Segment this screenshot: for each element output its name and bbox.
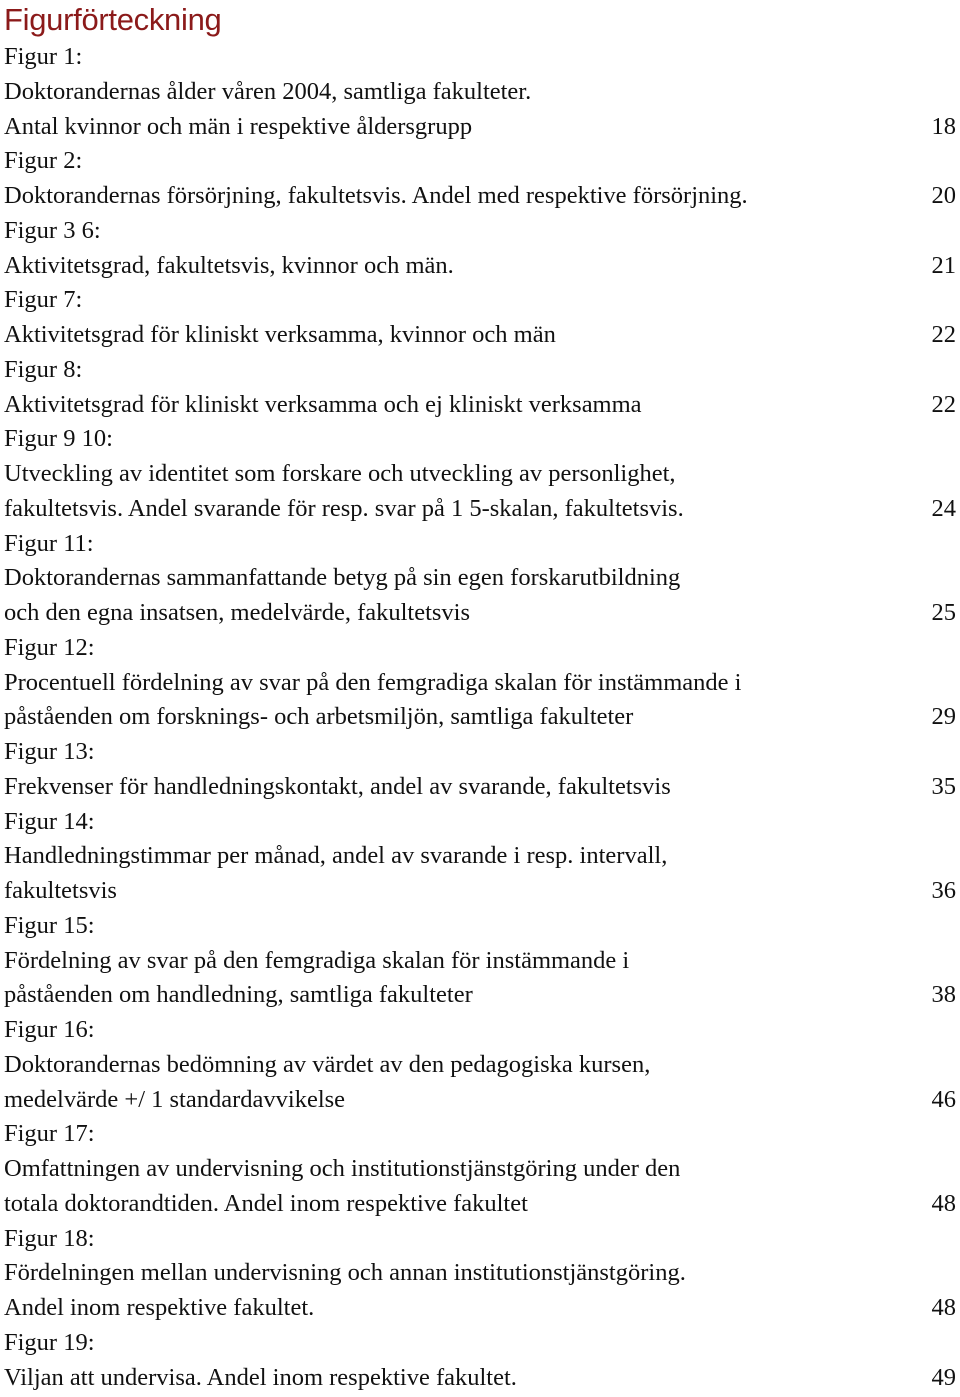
figure-caption-text: Antal kvinnor och män i respektive åldersgrupp	[4, 112, 473, 140]
figure-caption-text: Doktorandernas ålder våren 2004, samtliga fakulteter.	[4, 77, 532, 105]
figure-caption-line	[4, 75, 956, 110]
figure-caption-line	[4, 874, 956, 909]
figure-entry	[4, 144, 956, 214]
figure-label: Figur 19:	[4, 1328, 95, 1356]
figure-caption-line	[4, 249, 956, 284]
figure-caption-line	[4, 179, 956, 214]
figure-caption-text: påståenden om forsknings- och arbetsmiljön, samtliga fakulteter	[4, 703, 634, 731]
figure-caption-text: Doktorandernas bedömning av värdet av den pedagogiska kursen,	[4, 1050, 651, 1078]
figure-caption-text: fakultetsvis. Andel svarande för resp. svar på 1 5-skalan, fakultetsvis.	[4, 494, 684, 522]
figure-entry	[4, 353, 956, 423]
figure-caption-text: Doktorandernas försörjning, fakultetsvis. Andel med respektive försörjning.	[4, 182, 748, 209]
page-number: 22	[931, 390, 956, 418]
page-number: 38	[931, 981, 956, 1009]
figure-entry	[4, 735, 956, 805]
figure-caption-line	[4, 110, 956, 145]
page-number: 48	[931, 1189, 956, 1217]
figure-entry	[4, 527, 956, 631]
figure-label: Figur 14:	[4, 807, 95, 835]
figure-caption-text: och den egna insatsen, medelvärde, fakultetsvis	[4, 599, 471, 626]
figure-caption-text: Aktivitetsgrad för kliniskt verksamma, kvinnor och män	[4, 321, 556, 348]
figure-caption-text: Viljan att undervisa. Andel inom respektive fakultet.	[4, 1363, 517, 1391]
figure-entry	[4, 1222, 956, 1326]
figure-entry	[4, 40, 956, 144]
figure-caption-line	[4, 1048, 956, 1083]
page-number: 21	[931, 251, 956, 279]
figure-label: Figur 1:	[4, 43, 83, 70]
figure-caption-text: Aktivitetsgrad, fakultetsvis, kvinnor och män.	[4, 251, 454, 279]
page-number: 18	[931, 112, 956, 140]
page-number: 46	[931, 1085, 956, 1113]
figure-caption-text: Doktorandernas sammanfattande betyg på sin egen forskarutbildning	[4, 564, 681, 592]
figure-caption-line	[4, 1187, 956, 1222]
figure-entry	[4, 1326, 956, 1396]
page-title: Figurförteckning	[4, 2, 222, 37]
page-number: 36	[931, 877, 956, 904]
figure-caption-text: Fördelning av svar på den femgradiga skalan för instämmande i	[4, 946, 630, 974]
page-number: 35	[931, 772, 956, 800]
figure-entry	[4, 1117, 956, 1221]
page-number: 22	[931, 321, 956, 348]
figure-caption-line	[4, 770, 956, 805]
figure-caption-line	[4, 1152, 956, 1187]
figure-caption-text: Omfattningen av undervisning och institutionstjänstgöring under den	[4, 1155, 681, 1182]
figure-label: Figur 7:	[4, 286, 83, 314]
figure-caption-line	[4, 596, 956, 631]
page-number: 29	[931, 703, 956, 731]
figure-entry	[4, 1013, 956, 1117]
page-number: 48	[931, 1294, 956, 1321]
figure-caption-line	[4, 1291, 956, 1326]
figure-caption-text: Procentuell fördelning av svar på den femgradiga skalan för instämmande i	[4, 668, 742, 696]
figure-label: Figur 16:	[4, 1016, 95, 1043]
figure-caption-text: totala doktorandtiden. Andel inom respektive fakultet	[4, 1189, 528, 1217]
figure-entry	[4, 631, 956, 735]
figure-label: Figur 3 6:	[4, 216, 101, 244]
figure-entry	[4, 909, 956, 1013]
figure-list	[4, 40, 956, 1395]
figure-caption-line	[4, 1256, 956, 1291]
figure-caption-line	[4, 388, 956, 423]
page-number: 25	[931, 599, 956, 626]
figure-caption-text: Fördelningen mellan undervisning och annan institutionstjänstgöring.	[4, 1259, 686, 1287]
figure-label: Figur 15:	[4, 911, 95, 939]
figure-caption-line	[4, 700, 956, 735]
page-number: 49	[931, 1363, 956, 1391]
figure-caption-text: Handledningstimmar per månad, andel av svarande i resp. intervall,	[4, 842, 668, 870]
document-page	[4, 0, 956, 1395]
figure-caption-text: Andel inom respektive fakultet.	[4, 1294, 315, 1321]
figure-caption-line	[4, 1361, 956, 1396]
figure-entry	[4, 283, 956, 353]
figure-caption-line	[4, 457, 956, 492]
figure-entry	[4, 214, 956, 284]
figure-label: Figur 9 10:	[4, 425, 113, 453]
figure-label: Figur 8:	[4, 355, 83, 383]
figure-caption-line	[4, 944, 956, 979]
figure-caption-text: Aktivitetsgrad för kliniskt verksamma och ej kliniskt verksamma	[4, 390, 642, 418]
figure-caption-text: medelvärde +/ 1 standardavvikelse	[4, 1085, 346, 1113]
figure-caption-text: Utveckling av identitet som forskare och utveckling av personlighet,	[4, 460, 676, 487]
page-number: 24	[931, 494, 956, 522]
figure-label: Figur 2:	[4, 147, 83, 175]
figure-caption-line	[4, 978, 956, 1013]
figure-entry	[4, 805, 956, 909]
figure-entry	[4, 422, 956, 526]
figure-caption-line	[4, 839, 956, 874]
figure-caption-line	[4, 318, 956, 353]
figure-caption-line	[4, 1083, 956, 1118]
page-number: 20	[931, 182, 956, 209]
figure-label: Figur 11:	[4, 529, 94, 557]
figure-caption-text: Frekvenser för handledningskontakt, andel av svarande, fakultetsvis	[4, 772, 671, 800]
figure-label: Figur 17:	[4, 1120, 95, 1148]
figure-caption-line	[4, 561, 956, 596]
figure-caption-text: påståenden om handledning, samtliga fakulteter	[4, 981, 473, 1009]
figure-label: Figur 18:	[4, 1224, 95, 1252]
figure-caption-line	[4, 492, 956, 527]
figure-caption-line	[4, 666, 956, 701]
figure-caption-text: fakultetsvis	[4, 877, 117, 904]
figure-label: Figur 13:	[4, 738, 95, 765]
figure-label: Figur 12:	[4, 633, 95, 661]
